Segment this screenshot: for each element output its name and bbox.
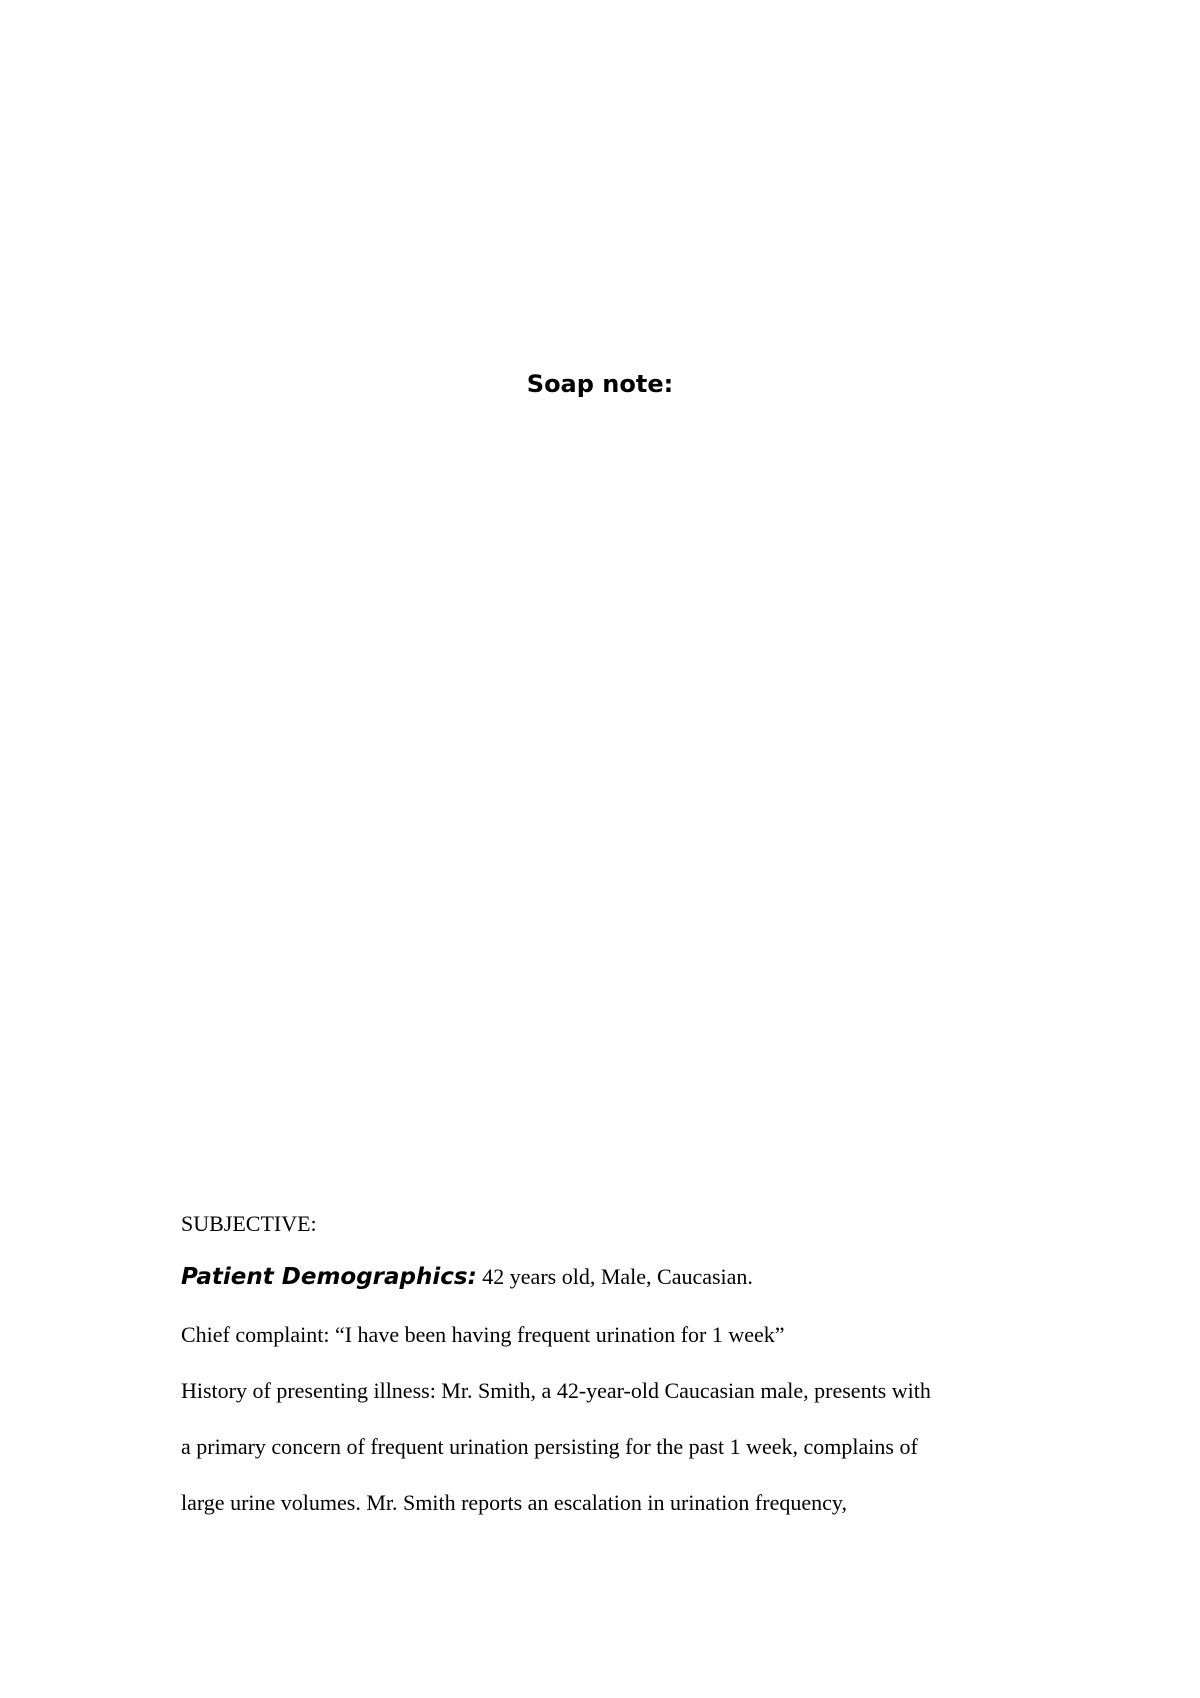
- hpi-line: a primary concern of frequent urination persisting for the past 1 week, complains of: [181, 1434, 918, 1459]
- hpi-line: large urine volumes. Mr. Smith reports an escalation in urination frequency,: [181, 1490, 847, 1515]
- patient-demographics-line: [181, 1263, 753, 1291]
- chief-complaint-line: Chief complaint: “I have been having frequent urination for 1 week”: [181, 1322, 785, 1347]
- hpi-line: History of presenting illness: Mr. Smith, a 42-year-old Caucasian male, presents with: [181, 1378, 931, 1403]
- patient-demographics-value: 42 years old, Male, Caucasian.: [476, 1264, 753, 1289]
- section-heading-subjective: SUBJECTIVE:: [181, 1211, 317, 1236]
- patient-demographics-label: Patient Demographics:: [181, 1264, 477, 1290]
- document-title: Soap note:: [526, 370, 674, 398]
